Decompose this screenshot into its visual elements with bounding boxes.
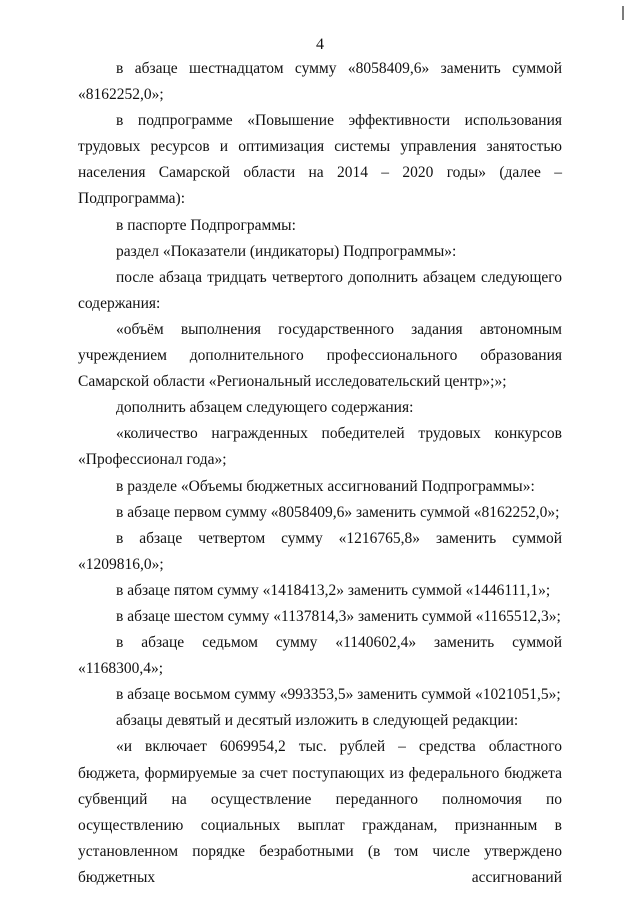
page-number: 4 bbox=[316, 36, 324, 53]
document-body bbox=[78, 56, 562, 891]
paragraph-4: раздел «Показатели (индикаторы) Подпрограммы»: bbox=[116, 242, 457, 260]
paragraph-10: в абзаце первом сумму «8058409,6» заменить суммой «8162252,0»; bbox=[116, 503, 560, 521]
scan-mark bbox=[622, 6, 624, 20]
paragraph-11: в абзаце четвертом сумму «1216765,8» заменить суммой «1209816,0»; bbox=[78, 529, 562, 573]
paragraph-9: в разделе «Объемы бюджетных ассигнований Подпрограммы»: bbox=[116, 477, 535, 495]
paragraph-5: после абзаца тридцать четвертого дополнить абзацем следующего содержания: bbox=[78, 268, 562, 312]
paragraph-3: в паспорте Подпрограммы: bbox=[116, 216, 296, 234]
paragraph-2: в подпрограмме «Повышение эффективности использования трудовых ресурсов и оптимизация системы управления занятостью населения Самарской области на 2014 – 2020 годы» (далее – Подпрограмма): bbox=[78, 112, 562, 208]
paragraph-1: в абзаце шестнадцатом сумму «8058409,6» заменить суммой «8162252,0»; bbox=[78, 60, 562, 104]
paragraph-14: в абзаце седьмом сумму «1140602,4» заменить суммой «1168300,4»; bbox=[78, 634, 562, 678]
paragraph-7: дополнить абзацем следующего содержания: bbox=[116, 399, 414, 417]
paragraph-17: «и включает 6069954,2 тыс. рублей – средства областного бюджета, формируемые за счет поступающих из федерального бюджета субвенций на осуществление переданного полномочия по осуществлению социальных выплат гражданам, признанным в установленном порядке безработными (в том числе утверждено бюджетных ассигнований bbox=[78, 738, 562, 886]
paragraph-8: «количество награжденных победителей трудовых конкурсов «Профессионал года»; bbox=[78, 425, 562, 469]
paragraph-16: абзацы девятый и десятый изложить в следующей редакции: bbox=[116, 712, 519, 730]
paragraph-12: в абзаце пятом сумму «1418413,2» заменить суммой «1446111,1»; bbox=[116, 581, 551, 599]
paragraph-6: «объём выполнения государственного задания автономным учреждением дополнительного профессионального образования Самарской области «Региональный исследовательский центр»;»; bbox=[78, 320, 562, 391]
paragraph-15: в абзаце восьмом сумму «993353,5» заменить суммой «1021051,5»; bbox=[116, 686, 561, 704]
paragraph-13: в абзаце шестом сумму «1137814,3» заменить суммой «1165512,3»; bbox=[116, 607, 561, 625]
